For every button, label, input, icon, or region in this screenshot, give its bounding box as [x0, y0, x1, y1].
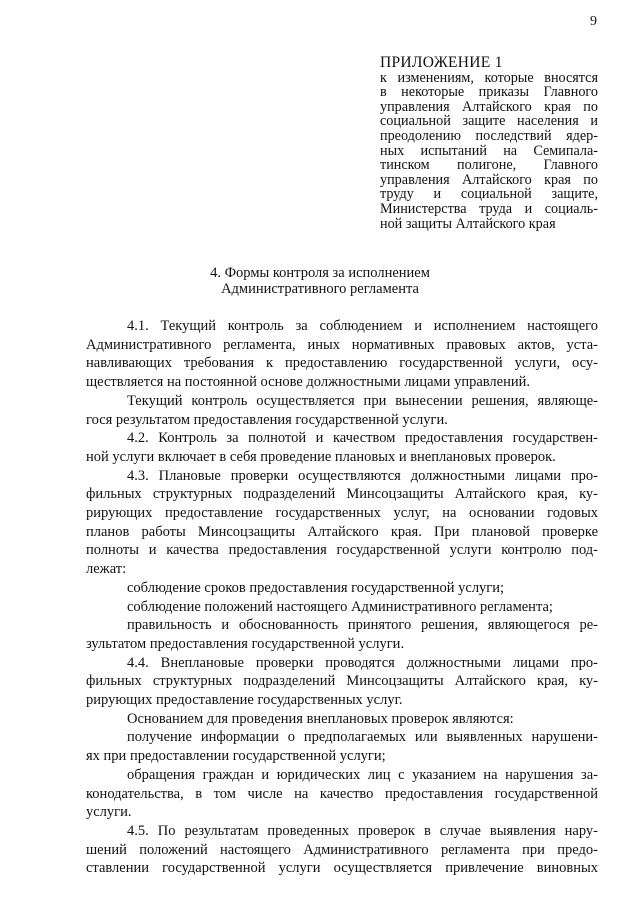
text-line: фильных структурных подразделений Минсоцзащиты Алтайского края, ку- [86, 486, 598, 503]
text-line: фильных структурных подразделений Минсоцзащиты Алтайского края, ку- [86, 673, 598, 690]
text-line: конодательства, в том числе на качество предоставления государственной [86, 785, 598, 802]
text-line: Основанием для проведения внеплановых проверок являются: [127, 710, 514, 727]
text-line: 4.3. Плановые проверки осуществляются должностными лицами про- [127, 467, 598, 484]
text-line: шений положений настоящего Административного регламента при предо- [86, 841, 598, 858]
appendix-line: преодолению последствий ядер- [380, 127, 598, 144]
appendix-line: управления Алтайского края по [380, 98, 598, 115]
appendix-line: ных испытаний на Семипала- [380, 142, 598, 159]
text-line: Административного регламента, иных нормативных правовых актов, уста- [86, 336, 598, 353]
appendix-block [380, 56, 598, 231]
text-line: рирующих предоставление государственных услуг. [86, 692, 403, 709]
appendix-line: труду и социальной защите, [380, 186, 598, 203]
text-line: ях при предоставлении государственной услуги; [86, 748, 386, 765]
body-text [86, 317, 598, 878]
text-line: соблюдение положений настоящего Административного регламента; [127, 598, 553, 615]
text-line: Текущий контроль осуществляется при вынесении решения, являюще- [127, 392, 598, 409]
text-line: 4.2. Контроль за полнотой и качеством предоставления государствен- [127, 430, 598, 447]
section-title-line: Административного регламента [221, 280, 419, 297]
text-line: гося результатом предоставления государственной услуги. [86, 411, 448, 428]
text-line: правильность и обоснованность принятого решения, являющегося ре- [127, 617, 598, 634]
text-line: ной услуги включает в себя проведение плановых и внеплановых проверок. [86, 448, 556, 465]
text-line: зультатом предоставления государственной услуги. [86, 635, 405, 652]
appendix-line: управления Алтайского края по [380, 171, 598, 188]
text-line: ществляется на постоянной основе должностными лицами управлений. [86, 374, 530, 391]
appendix-heading: ПРИЛОЖЕНИЕ 1 [380, 54, 503, 71]
text-line: 4.1. Текущий контроль за соблюдением и исполнением настоящего [127, 318, 598, 334]
text-line: лежат: [86, 561, 127, 578]
appendix-line: Министерства труда и социаль- [380, 200, 598, 217]
appendix-line: к изменениям, которые вносятся [380, 69, 598, 86]
text-line: соблюдение сроков предоставления государственной услуги; [127, 579, 505, 596]
section-title-line: 4. Формы контроля за исполнением [210, 265, 430, 281]
text-line: обращения граждан и юридических лиц с указанием на нарушения за- [127, 766, 598, 783]
page-number: 9 [590, 14, 597, 29]
text-line: ставлении государственной услуги осуществляется привлечение виновных [86, 860, 598, 877]
appendix-line: в некоторые приказы Главного [380, 84, 598, 101]
text-line: рирующих предоставление государственных услуг, на основании годовых [86, 505, 598, 522]
text-line: навливающих требования к предоставлению государственной услуги, осу- [86, 355, 598, 372]
appendix-line: ной защиты Алтайского края [380, 215, 556, 232]
text-line: услуги. [86, 804, 132, 821]
appendix-line: тинском полигоне, Главного [380, 157, 598, 174]
text-line: получение информации о предполагаемых или выявленных нарушени- [127, 729, 598, 746]
appendix-line: социальной защите населения и [380, 113, 598, 130]
text-line: полноты и качества предоставления государственной услуги контролю под- [86, 542, 598, 559]
section-title [200, 266, 440, 297]
text-line: 4.4. Внеплановые проверки проводятся должностными лицами про- [127, 654, 598, 671]
text-line: 4.5. По результатам проведенных проверок в случае выявления нару- [127, 822, 598, 839]
text-line: планов работы Минсоцзащиты Алтайского края. При плановой проверке [86, 523, 598, 540]
